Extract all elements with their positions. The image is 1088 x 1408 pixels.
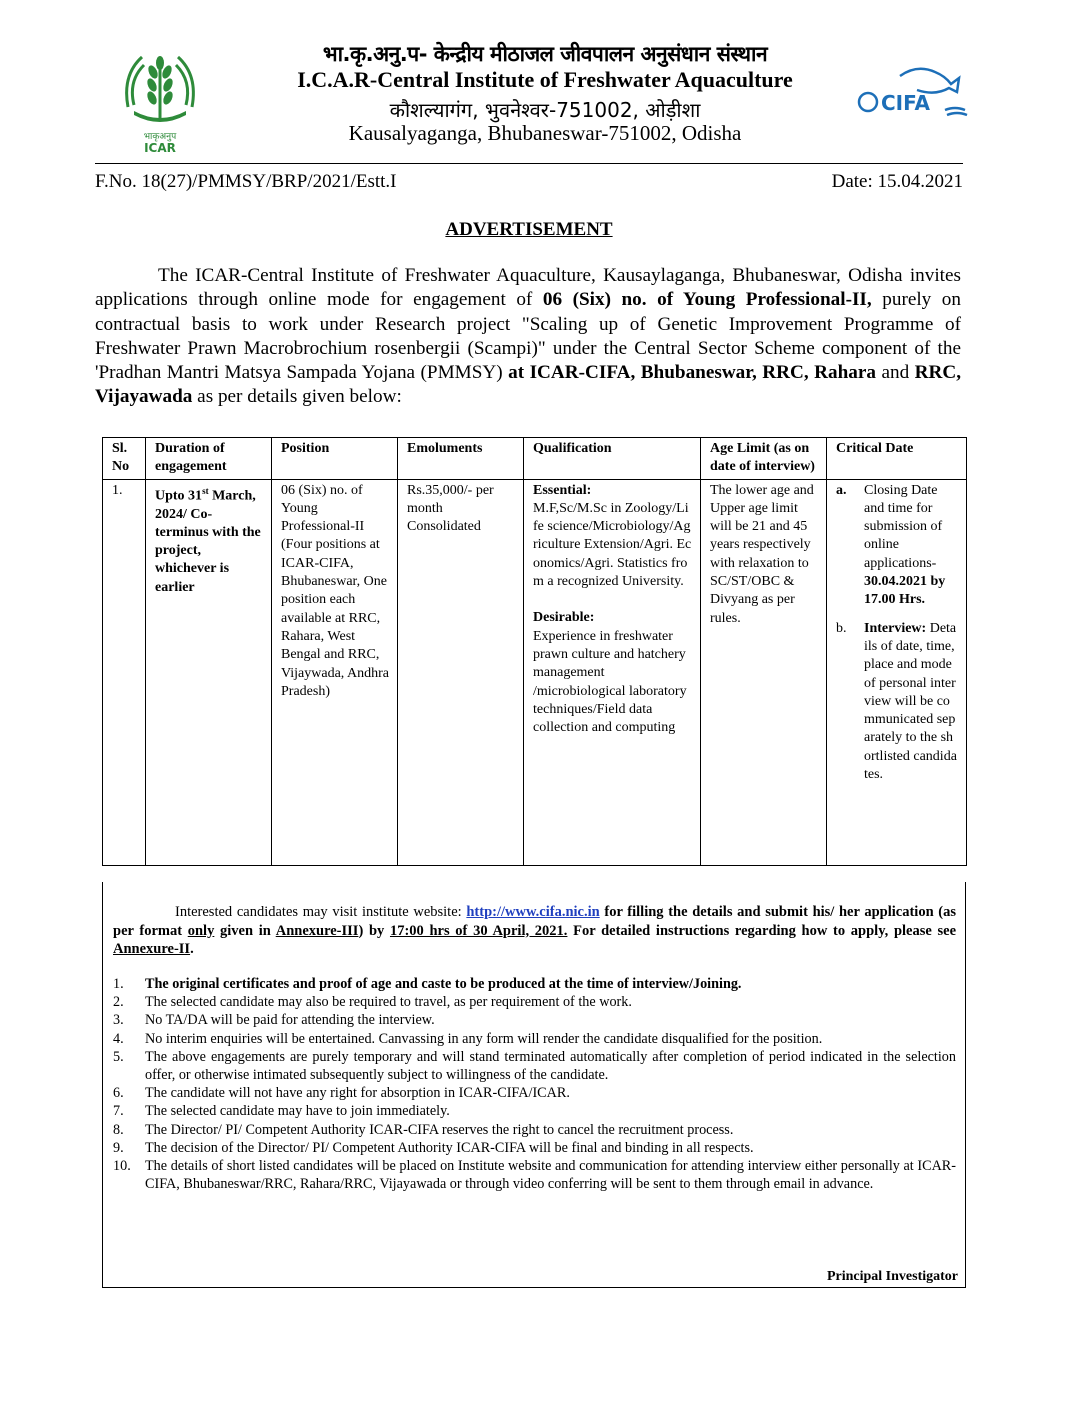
critical-item-a xyxy=(836,482,958,610)
list-item xyxy=(113,1121,956,1139)
critical-item-a-text: Closing Date and time for submission of online applications- xyxy=(864,482,943,571)
institute-address: Kausalyaganga, Bhubaneswar-751002, Odisha xyxy=(348,121,742,145)
list-item-number: 8. xyxy=(113,1121,124,1138)
list-item-number: 4. xyxy=(113,1030,124,1047)
list-item-number: 2. xyxy=(113,994,124,1011)
cell-sl-no: 1. xyxy=(103,479,146,865)
closing-date: 30.04.2021 by 17.00 Hrs. xyxy=(864,574,946,608)
critical-item-b-text: Details of date, time, place and mode of personal interview will be communicated separately to the shortlisted candidates. xyxy=(864,620,957,783)
apply-text-2: for filling the details and submit his/ her application (as per format xyxy=(113,904,957,939)
header-divider xyxy=(95,163,963,164)
cell-emoluments: Rs.35,000/- per month Consolidated xyxy=(398,479,524,865)
duration-superscript: st xyxy=(202,485,209,496)
cell-critical-date xyxy=(827,479,967,865)
list-item xyxy=(113,993,956,1011)
apply-text-3: given in xyxy=(220,922,271,939)
annexure-3-link: Annexure-III xyxy=(275,922,359,939)
list-item xyxy=(113,1030,956,1048)
intro-text-3: and xyxy=(881,362,910,384)
list-item-text: The selected candidate may also be required to travel, as per requirement of the work. xyxy=(145,994,632,1011)
file-number: F.No. 18(27)/PMMSY/BRP/2021/Estt.I xyxy=(95,171,397,192)
header-qualification: Qualification xyxy=(524,438,701,480)
apply-text-6: . xyxy=(190,941,194,957)
cifa-logo-text: CIFA xyxy=(881,91,930,115)
list-item-number: 1. xyxy=(113,976,124,992)
intro-paragraph xyxy=(95,264,961,410)
header-critical-date: Critical Date xyxy=(827,438,967,480)
list-item-text: No TA/DA will be paid for attending the interview. xyxy=(145,1012,435,1029)
list-item xyxy=(113,1084,956,1102)
desirable-label: Desirable: xyxy=(533,610,595,626)
list-item xyxy=(113,1048,956,1084)
list-item xyxy=(113,975,956,993)
list-item-number: 5. xyxy=(113,1048,124,1065)
cell-position: 06 (Six) no. of Young Professional-II (Four positions at ICAR-CIFA, Bhubaneswar, One position each available at RRC, Rahara, West Bengal and RRC, Vijaywada, Andhra Pradesh) xyxy=(272,479,398,865)
duration-upto: Upto 31 xyxy=(155,488,203,504)
list-item xyxy=(113,1011,956,1029)
website-link[interactable]: http://www.cifa.nic.in xyxy=(466,904,600,920)
list-item-text: The selected candidate may have to join immediately. xyxy=(145,1103,450,1120)
intro-text-2: purely on contractual basis to work under Research project "Scaling up of Genetic Improvement Programme of Freshwater Prawn Macrobrochium rosenbergii (Scampi)" under the Central Sector Scheme component of the 'Pradhan Mantri Matsya Sampada Yojana (PMMSY) xyxy=(95,289,961,384)
essential-text: M.F,Sc/M.Sc in Zoology/Life science/Microbiology/Agriculture Extension/Agri. Economics/Agri. Statistics from a recognized University. xyxy=(533,500,692,590)
institute-address-hindi: कौशल्यागंग, भुवनेश्वर-751002, ओड़ीशा xyxy=(389,98,701,122)
apply-text-5: For detailed instructions regarding how to apply, please see xyxy=(573,922,957,939)
header-position: Position xyxy=(272,438,398,480)
apply-text-4: ) by xyxy=(358,922,385,939)
desirable-text: Experience in freshwater prawn culture and hatchery management /microbiological laboratory techniques/Field data collection and computing xyxy=(533,628,687,736)
cell-age-limit: The lower age and Upper age limit will be 21 and 45 years respectively with relaxation to SC/ST/OBC & Divyang as per rules. xyxy=(701,479,827,865)
list-item-text: The original certificates and proof of age and caste to be produced at the time of interview/Joining. xyxy=(145,976,742,992)
rules-list xyxy=(113,975,956,1193)
table-row xyxy=(103,479,967,865)
critical-item-b-label: b. xyxy=(836,620,847,636)
list-item-text: The above engagements are purely temporary and will stand terminated automatically after completion of period indicated in the selection offer, or otherwise intimated subsequently subject to willingness of the candidate. xyxy=(145,1048,956,1084)
list-item-number: 6. xyxy=(113,1085,124,1102)
apply-only: only xyxy=(187,922,215,939)
institute-name: I.C.A.R-Central Institute of Freshwater Aquaculture xyxy=(297,67,793,92)
table-header-row xyxy=(103,438,967,480)
list-item xyxy=(113,1139,956,1157)
page-title: ADVERTISEMENT xyxy=(445,219,613,240)
intro-location-vijayawada: RRC, Vijayawada xyxy=(95,362,962,408)
intro-position-count: 06 (Six) no. of Young Professional-II, xyxy=(542,289,872,311)
list-item-text: The decision of the Director/ PI/ Competent Authority ICAR-CIFA will be final and binding in all respects. xyxy=(145,1139,754,1156)
list-item xyxy=(113,1102,956,1120)
apply-text-1: Interested candidates may visit institute website: xyxy=(175,904,462,920)
header-duration: Duration of engagement xyxy=(146,438,272,480)
intro-text-1: The ICAR-Central Institute of Freshwater Aquaculture, Kausaylaganga, Bhubaneswar, Odisha invites applications through online mode for engagement of xyxy=(95,265,961,311)
list-item-number: 7. xyxy=(113,1103,124,1120)
list-item xyxy=(113,1157,956,1193)
apply-instructions xyxy=(113,903,956,959)
apply-deadline: 17:00 hrs of 30 April, 2021. xyxy=(389,922,568,939)
intro-locations: at ICAR-CIFA, Bhubaneswar, RRC, Rahara xyxy=(508,362,876,384)
list-item-number: 3. xyxy=(113,1012,124,1029)
vacancy-table xyxy=(102,437,967,866)
interview-label: Interview: xyxy=(864,620,927,636)
duration-text: March, 2024/ Co-terminus with the project, whichever is earlier xyxy=(155,488,261,595)
cell-qualification xyxy=(524,479,701,865)
annexure-2-link: Annexure-II xyxy=(113,941,191,957)
signature-title: Principal Investigator xyxy=(826,1269,958,1284)
list-item-text: The Director/ PI/ Competent Authority ICAR-CIFA reserves the right to cancel the recruitment process. xyxy=(145,1121,734,1138)
icar-logo-text: ICAR xyxy=(144,141,176,155)
header-age-limit: Age Limit (as on date of interview) xyxy=(701,438,827,480)
critical-item-a-label: a. xyxy=(836,482,847,498)
list-item-number: 9. xyxy=(113,1139,124,1156)
cifa-logo xyxy=(855,62,975,122)
icar-logo-hindi: भाकृअनुप xyxy=(143,132,177,142)
essential-label: Essential: xyxy=(533,482,592,498)
list-item-text: The candidate will not have any right for absorption in ICAR-CIFA/ICAR. xyxy=(145,1085,570,1102)
header-sl-no: Sl. No xyxy=(103,438,146,480)
critical-item-b xyxy=(836,620,958,785)
institute-name-hindi: भा.कृ.अनु.प- केन्द्रीय मीठाजल जीवपालन अनुसंधान संस्थान xyxy=(322,42,768,66)
header-emoluments: Emoluments xyxy=(398,438,524,480)
document-date: Date: 15.04.2021 xyxy=(831,171,963,192)
list-item-number: 10. xyxy=(113,1158,131,1175)
list-item-text: The details of short listed candidates will be placed on Institute website and communication for attending interview either personally at ICAR-CIFA, Bhubaneswar/RRC, Rahara/RRC, Vijayawada or through video conferring will be sent to them through email in advance. xyxy=(145,1158,956,1193)
list-item-text: No interim enquiries will be entertained. Canvassing in any form will render the candidate disqualified for the position. xyxy=(145,1030,823,1047)
icar-logo xyxy=(120,45,200,155)
intro-text-4: as per details given below: xyxy=(197,386,402,408)
cell-duration xyxy=(146,479,272,865)
